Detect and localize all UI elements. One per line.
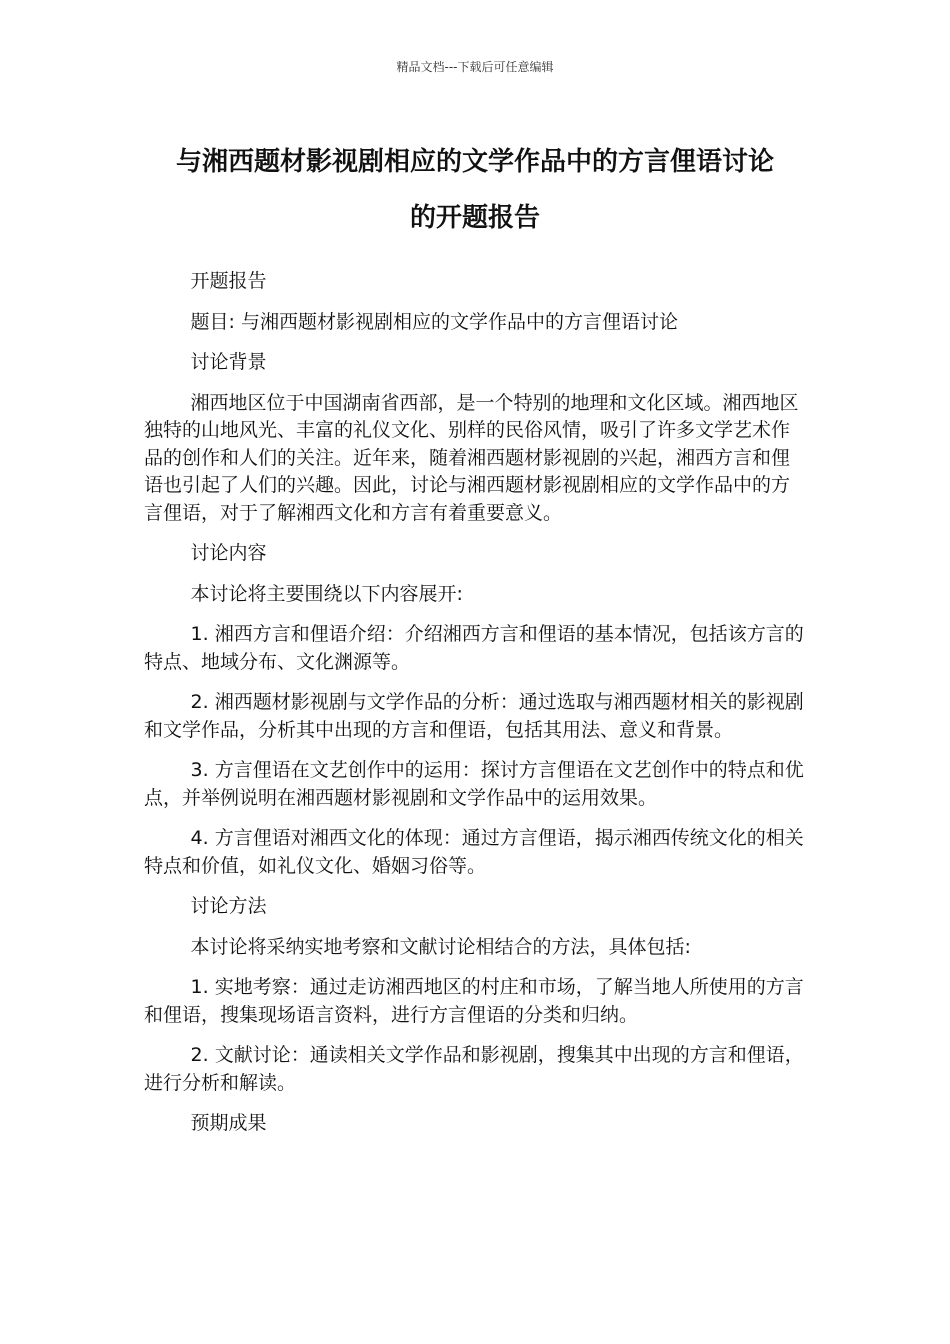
heading-background: 讨论背景 bbox=[190, 351, 267, 373]
title-line-2: 的开题报告 bbox=[409, 203, 540, 233]
list-item-content-1: 1. 湘西方言和俚语介绍：介绍湘西方言和俚语的基本情况，包括该方言的特点、地域分布、文化渊源等。 bbox=[144, 623, 804, 673]
heading-content: 讨论内容 bbox=[190, 542, 267, 564]
document-title bbox=[140, 134, 810, 246]
paragraph-topic: 题目: 与湘西题材影视剧相应的文学作品中的方言俚语讨论 bbox=[190, 310, 678, 333]
paragraph-method-intro: 本讨论将采纳实地考察和文献讨论相结合的方法，具体包括: bbox=[190, 935, 691, 958]
heading-method: 讨论方法 bbox=[190, 895, 267, 917]
list-item-method-2: 2. 文献讨论：通读相关文学作品和影视剧，搜集其中出现的方言和俚语，进行分析和解读。 bbox=[144, 1044, 804, 1094]
title-line-1: 与湘西题材影视剧相应的文学作品中的方言俚语讨论 bbox=[175, 147, 774, 177]
list-item-content-4: 4. 方言俚语对湘西文化的体现：通过方言俚语，揭示湘西传统文化的相关特点和价值，如礼仪文化、婚姻习俗等。 bbox=[144, 827, 804, 877]
list-item-content-3: 3. 方言俚语在文艺创作中的运用：探讨方言俚语在文艺创作中的特点和优点，并举例说明在湘西题材影视剧和文学作品中的运用效果。 bbox=[144, 759, 804, 809]
paragraph-kaiti-baogao: 开题报告 bbox=[190, 270, 267, 292]
list-item-method-1: 1. 实地考察：通过走访湘西地区的村庄和市场，了解当地人所使用的方言和俚语，搜集现场语言资料，进行方言俚语的分类和归纳。 bbox=[144, 976, 804, 1026]
header-note: 精品文档---下载后可任意编辑 bbox=[396, 60, 554, 74]
paragraph-background: 湘西地区位于中国湖南省西部，是一个特别的地理和文化区域。湘西地区独特的山地风光、丰富的礼仪文化、别样的民俗风情，吸引了许多文学艺术作品的创作和人们的关注。近年来，随着湘西题材影视剧的兴起，湘西方言和俚语也引起了人们的兴趣。因此，讨论与湘西题材影视剧相应的文学作品中的方言俚语，对于了解湘西文化和方言有着重要意义。 bbox=[144, 391, 799, 524]
document-body bbox=[144, 268, 804, 1151]
list-item-content-2: 2. 湘西题材影视剧与文学作品的分析：通过选取与湘西题材相关的影视剧和文学作品，分析其中出现的方言和俚语，包括其用法、意义和背景。 bbox=[144, 691, 804, 741]
heading-expected-results: 预期成果 bbox=[190, 1112, 267, 1134]
paragraph-content-intro: 本讨论将主要围绕以下内容展开: bbox=[190, 582, 463, 605]
